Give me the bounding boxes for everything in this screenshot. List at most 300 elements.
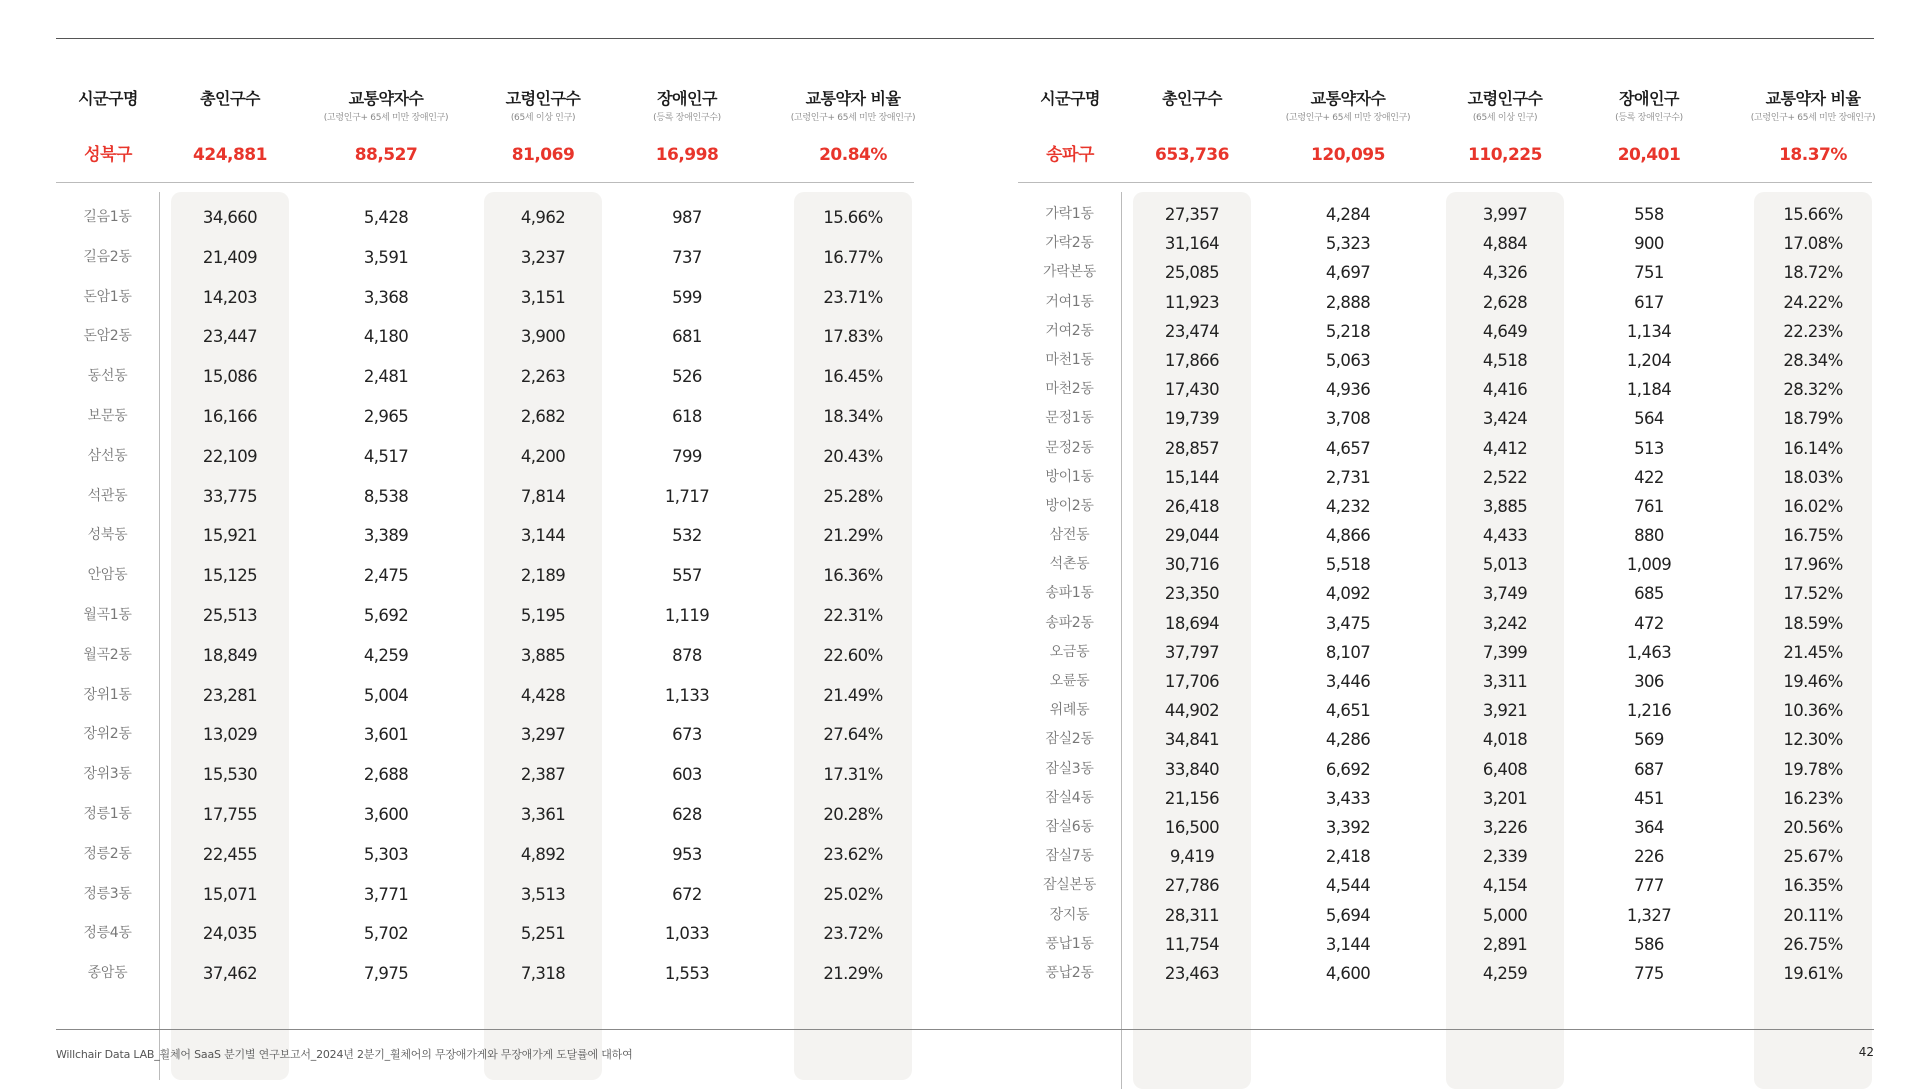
table-cell: 15,921 (202, 526, 258, 546)
table-cell: 25.28% (823, 486, 883, 506)
table-cell: 3,513 (520, 884, 566, 904)
table-cell: 거여2동 (1045, 322, 1094, 339)
table-cell: 4,416 (1482, 380, 1528, 400)
table-cell: 4,092 (1325, 584, 1371, 604)
table-cell: 가락본동 (1043, 264, 1096, 281)
col-elderly (484, 88, 602, 984)
table-cell: 15,530 (202, 765, 258, 785)
table-cell: 8,107 (1325, 642, 1371, 662)
table-cell: 5,702 (363, 924, 409, 944)
table-cell: 6,692 (1325, 759, 1371, 779)
col-mobility (306, 88, 466, 984)
table-cell: 987 (672, 208, 702, 227)
header-divider (56, 182, 914, 183)
table-cell: 11,754 (1164, 934, 1220, 954)
table-cell: 정릉3동 (83, 885, 132, 902)
table-cell: 4,649 (1482, 321, 1528, 341)
table-cell: 삼선동 (87, 447, 128, 464)
table-cell: 2,339 (1482, 847, 1528, 867)
table-cell: 월곡1동 (83, 606, 132, 623)
col-mobility (1268, 88, 1428, 983)
table-cell: 5,218 (1325, 321, 1371, 341)
table-cell: 18.34% (823, 406, 883, 426)
table-cell: 618 (672, 406, 702, 426)
col-total (171, 88, 289, 984)
table-cell: 3,885 (520, 645, 566, 665)
table-cell: 2,628 (1482, 292, 1528, 312)
table-cell: 15,071 (202, 884, 258, 904)
table-cell: 6,408 (1482, 759, 1528, 779)
col-subheader: (등록 장애인구수) (653, 113, 721, 123)
table-cell: 4,600 (1325, 963, 1371, 983)
table-cell: 20.28% (823, 804, 883, 824)
table-cell: 25.02% (823, 884, 883, 904)
table-cell: 5,013 (1482, 555, 1528, 575)
table-cell: 2,522 (1482, 467, 1528, 487)
table-cell: 4,412 (1482, 438, 1528, 458)
table-cell: 가락1동 (1045, 206, 1094, 222)
table-cell: 628 (672, 804, 702, 824)
table-cell: 17.31% (823, 765, 883, 785)
table-cell: 19.78% (1783, 759, 1843, 779)
table-cell: 737 (672, 247, 702, 267)
table-cell: 안암동 (87, 567, 128, 584)
table-cell: 18.59% (1783, 613, 1843, 633)
table-cell: 2,263 (520, 367, 566, 387)
table-cell: 31,164 (1164, 234, 1220, 254)
table-cell: 685 (1634, 584, 1664, 604)
table-cell: 송파2동 (1045, 614, 1094, 631)
col-district (56, 88, 160, 982)
table-cell: 17,430 (1164, 380, 1220, 400)
col-header: 교통약자 비율 (805, 89, 901, 108)
table-cell: 34,660 (202, 208, 258, 227)
table-cell: 3,749 (1482, 584, 1528, 604)
table-cell: 23,474 (1164, 321, 1220, 341)
table-cell: 4,259 (1482, 963, 1528, 983)
table-cell: 14,203 (202, 287, 258, 307)
table-cell: 돈암2동 (83, 328, 132, 345)
table-cell: 정릉1동 (83, 805, 132, 822)
col-subheader: (65세 이상 인구) (1472, 113, 1538, 123)
table-cell: 22.60% (823, 645, 883, 665)
col-header: 총인구수 (1162, 89, 1222, 108)
table-cell: 3,997 (1482, 205, 1528, 224)
table-cell: 7,318 (520, 964, 566, 984)
table-cell: 3,226 (1482, 817, 1528, 837)
table-cell: 27.64% (823, 725, 883, 745)
table-cell: 4,018 (1482, 730, 1528, 750)
table-cell: 586 (1634, 934, 1664, 954)
table-cell: 18.03% (1783, 467, 1843, 487)
table-cell: 3,885 (1482, 496, 1528, 516)
table-cell: 3,151 (520, 287, 566, 307)
col-header: 장애인구 (657, 89, 717, 108)
table-cell: 25.67% (1783, 847, 1843, 867)
table-cell: 22.23% (1783, 321, 1843, 341)
table-cell: 21.49% (823, 685, 883, 705)
table-cell: 17,755 (202, 804, 258, 824)
table-cell: 2,688 (363, 765, 409, 785)
table-cell: 4,657 (1325, 438, 1371, 458)
col-header: 장애인구 (1619, 89, 1679, 108)
summary-total: 424,881 (193, 145, 267, 165)
table-cell: 13,029 (202, 725, 258, 745)
table-cell: 3,771 (363, 884, 409, 904)
col-ratio (1750, 88, 1876, 983)
table-cell: 장위3동 (83, 766, 132, 783)
table-cell: 16.75% (1783, 526, 1843, 546)
table-cell: 4,180 (363, 327, 409, 347)
table-cell: 17.08% (1783, 234, 1843, 254)
table-cell: 잠실본동 (1043, 877, 1096, 894)
table-cell: 22.31% (823, 605, 883, 625)
table-cell: 4,866 (1325, 526, 1371, 546)
table-cell: 석촌동 (1049, 556, 1090, 573)
table-cell: 364 (1634, 817, 1664, 837)
table-cell: 513 (1634, 438, 1664, 458)
summary-disabled: 20,401 (1617, 145, 1681, 165)
col-header: 고령인구수 (505, 89, 581, 108)
table-cell: 19.61% (1783, 963, 1843, 983)
table-cell: 799 (672, 446, 702, 466)
table-cell: 송파1동 (1045, 585, 1094, 602)
col-disabled (1584, 88, 1714, 983)
table-cell: 25,085 (1164, 263, 1220, 283)
table-cell: 23.71% (823, 287, 883, 307)
table-cell: 3,389 (363, 526, 409, 546)
bottom-rule (56, 1029, 1874, 1030)
table-cell: 24,035 (202, 924, 258, 944)
table-cell: 2,189 (520, 566, 566, 586)
table-cell: 1,216 (1626, 701, 1672, 721)
col-ratio (790, 88, 916, 984)
table-cell: 28,857 (1164, 438, 1220, 458)
col-header: 교통약자수 (348, 89, 424, 108)
summary-name: 송파구 (1046, 145, 1094, 165)
table-cell: 17,866 (1164, 350, 1220, 370)
table-cell: 3,144 (520, 526, 566, 546)
table-cell: 가락2동 (1045, 235, 1094, 252)
table-cell: 27,786 (1164, 876, 1220, 896)
table-cell: 3,475 (1325, 613, 1371, 633)
table-cell: 17.96% (1783, 555, 1843, 575)
table-cell: 451 (1634, 788, 1664, 808)
table-cell: 문정1동 (1045, 410, 1094, 427)
table-cell: 673 (672, 725, 702, 745)
table-cell: 23.62% (823, 844, 883, 864)
table-cell: 3,368 (363, 287, 409, 307)
table-cell: 3,297 (520, 725, 566, 745)
col-subheader: (65세 이상 인구) (510, 113, 576, 123)
table-cell: 2,418 (1325, 847, 1371, 867)
table-cell: 종암동 (87, 965, 128, 982)
table-cell: 3,311 (1482, 672, 1528, 691)
table-cell: 3,201 (1482, 788, 1528, 808)
table-cell: 4,962 (520, 208, 566, 227)
table-cell: 23,281 (202, 685, 258, 705)
table-cell: 4,286 (1325, 730, 1371, 750)
table-cell: 10.36% (1783, 701, 1843, 721)
table-cell: 34,841 (1164, 730, 1220, 750)
table-cell: 603 (672, 765, 702, 785)
table-cell: 28,311 (1164, 905, 1220, 925)
table-cell: 마천1동 (1045, 351, 1094, 368)
table-cell: 5,063 (1325, 350, 1371, 370)
table-cell: 20.56% (1783, 817, 1843, 837)
table-cell: 18.72% (1783, 263, 1843, 283)
col-header: 시군구명 (1040, 89, 1100, 108)
table-cell: 4,428 (520, 685, 566, 705)
table-cell: 15,144 (1164, 467, 1220, 487)
table-cell: 삼전동 (1049, 527, 1090, 544)
table-cell: 26,418 (1164, 496, 1220, 516)
table-cell: 17,706 (1164, 672, 1220, 691)
table-cell: 3,708 (1325, 409, 1371, 429)
col-total (1133, 88, 1251, 983)
summary-disabled: 16,998 (655, 145, 719, 165)
table-cell: 2,475 (363, 566, 409, 586)
table-cell: 306 (1634, 672, 1664, 691)
table-cell: 3,392 (1325, 817, 1371, 837)
table-cell: 4,517 (363, 446, 409, 466)
table-cell: 4,433 (1482, 526, 1528, 546)
table-cell: 16.02% (1783, 496, 1843, 516)
col-district (1018, 88, 1122, 981)
summary-ratio: 18.37% (1779, 145, 1847, 165)
table-cell: 5,692 (363, 605, 409, 625)
table-cell: 오륜동 (1049, 673, 1090, 689)
col-header: 교통약자수 (1310, 89, 1386, 108)
table-cell: 동선동 (87, 368, 128, 385)
table-cell: 3,600 (363, 804, 409, 824)
summary-elderly: 110,225 (1468, 145, 1542, 165)
table-cell: 3,144 (1325, 934, 1371, 954)
col-subheader: (등록 장애인구수) (1615, 113, 1683, 123)
table-cell: 21,156 (1164, 788, 1220, 808)
table-cell: 잠실2동 (1045, 731, 1094, 748)
table-cell: 16.36% (823, 566, 883, 586)
table-cell: 25,513 (202, 605, 258, 625)
table-cell: 4,284 (1325, 205, 1371, 224)
table-cell: 오금동 (1049, 643, 1090, 660)
table-cell: 2,891 (1482, 934, 1528, 954)
table-cell: 1,463 (1626, 642, 1672, 662)
summary-mobility: 120,095 (1311, 145, 1385, 165)
col-subheader: (고령인구+ 65세 미만 장애인구) (323, 113, 449, 123)
table-cell: 3,446 (1325, 672, 1371, 691)
table-cell: 2,387 (520, 765, 566, 785)
table-cell: 880 (1634, 526, 1664, 546)
table-cell: 석관동 (87, 487, 128, 504)
top-rule (56, 38, 1874, 39)
table-cell: 3,900 (520, 327, 566, 347)
table-cell: 방이2동 (1045, 497, 1094, 514)
table-cell: 687 (1634, 759, 1664, 779)
table-cell: 길음1동 (83, 209, 132, 225)
col-elderly (1446, 88, 1564, 983)
table-cell: 29,044 (1164, 526, 1220, 546)
table-cell: 보문동 (87, 407, 128, 424)
table-cell: 잠실7동 (1045, 848, 1094, 865)
table-cell: 775 (1634, 963, 1664, 983)
col-disabled (622, 88, 752, 984)
table-cell: 5,000 (1482, 905, 1528, 925)
summary-mobility: 88,527 (354, 145, 418, 165)
table-cell: 27,357 (1164, 205, 1220, 224)
table-cell: 4,892 (520, 844, 566, 864)
table-cell: 18,849 (202, 645, 258, 665)
table-cell: 문정2동 (1045, 439, 1094, 456)
table-cell: 방이1동 (1045, 468, 1094, 485)
table-cell: 21.29% (823, 526, 883, 546)
table-cell: 3,237 (520, 247, 566, 267)
table-cell: 526 (672, 367, 702, 387)
table-cell: 4,518 (1482, 350, 1528, 370)
table-cell: 16.35% (1783, 876, 1843, 896)
table-cell: 1,184 (1626, 380, 1672, 400)
table-cell: 정릉4동 (83, 925, 132, 942)
table-cell: 599 (672, 287, 702, 307)
table-cell: 28.34% (1783, 350, 1843, 370)
table-cell: 잠실4동 (1045, 789, 1094, 806)
table-cell: 4,259 (363, 645, 409, 665)
table-cell: 돈암1동 (83, 288, 132, 305)
table-cell: 21.45% (1783, 642, 1843, 662)
table-cell: 정릉2동 (83, 845, 132, 862)
table-cell: 23,350 (1164, 584, 1220, 604)
table-cell: 17.83% (823, 327, 883, 347)
table-cell: 5,518 (1325, 555, 1371, 575)
table-cell: 4,884 (1482, 234, 1528, 254)
table-cell: 23.72% (823, 924, 883, 944)
table-cell: 672 (672, 884, 702, 904)
table-cell: 18,694 (1164, 613, 1220, 633)
col-header: 총인구수 (200, 89, 260, 108)
table-cell: 2,888 (1325, 292, 1371, 312)
table-cell: 226 (1634, 847, 1664, 867)
table-cell: 2,682 (520, 406, 566, 426)
col-subheader: (고령인구+ 65세 미만 장애인구) (1750, 113, 1876, 123)
table-cell: 1,134 (1626, 321, 1672, 341)
page-number: 42 (1858, 1045, 1874, 1059)
table-cell: 15,125 (202, 566, 258, 586)
table-cell: 7,814 (520, 486, 566, 506)
table-cell: 풍납1동 (1045, 935, 1094, 952)
table-cell: 4,544 (1325, 876, 1371, 896)
table-cell: 1,133 (664, 685, 710, 705)
table-cell: 19.46% (1783, 672, 1843, 691)
table-cell: 24.22% (1783, 292, 1843, 312)
table-cell: 681 (672, 327, 702, 347)
table-cell: 751 (1634, 263, 1664, 283)
table-cell: 15.66% (823, 208, 883, 227)
table-cell: 16,166 (202, 406, 258, 426)
table-cell: 2,965 (363, 406, 409, 426)
table-cell: 761 (1634, 496, 1664, 516)
table-cell: 4,697 (1325, 263, 1371, 283)
col-header: 고령인구수 (1467, 89, 1543, 108)
table-cell: 21,409 (202, 247, 258, 267)
table-cell: 1,119 (664, 605, 710, 625)
table-cell: 19,739 (1164, 409, 1220, 429)
table-cell: 20.43% (823, 446, 883, 466)
table-cell: 장위1동 (83, 686, 132, 703)
table-cell: 잠실6동 (1045, 818, 1094, 835)
table-cell: 532 (672, 526, 702, 546)
table-cell: 37,797 (1164, 642, 1220, 662)
table-cell: 4,232 (1325, 496, 1371, 516)
table-cell: 4,200 (520, 446, 566, 466)
table-cell: 4,651 (1325, 701, 1371, 721)
table-cell: 5,251 (520, 924, 566, 944)
table-cell: 16,500 (1164, 817, 1220, 837)
table-cell: 617 (1634, 292, 1664, 312)
summary-ratio: 20.84% (819, 145, 887, 165)
table-cell: 33,840 (1164, 759, 1220, 779)
table-cell: 위례동 (1049, 702, 1090, 719)
table-cell: 15,086 (202, 367, 258, 387)
table-cell: 15.66% (1783, 205, 1843, 224)
table-cell: 26.75% (1783, 934, 1843, 954)
table-cell: 거여1동 (1045, 293, 1094, 310)
table-cell: 953 (672, 844, 702, 864)
table-cell: 878 (672, 645, 702, 665)
table-cell: 장위2동 (83, 726, 132, 743)
footer-text: Willchair Data LAB_휠체어 SaaS 분기별 연구보고서_2024년 2분기_휠체어의 무장애가게와 무장애가게 도달률에 대하여 (56, 1048, 633, 1061)
table-cell: 16.23% (1783, 788, 1843, 808)
table-cell: 1,553 (664, 964, 710, 984)
table-cell: 11,923 (1164, 292, 1220, 312)
table-cell: 564 (1634, 409, 1664, 429)
table-cell: 18.79% (1783, 409, 1843, 429)
table-cell: 9,419 (1169, 847, 1215, 867)
table-cell: 1,327 (1626, 905, 1672, 925)
col-subheader: (고령인구+ 65세 미만 장애인구) (1285, 113, 1411, 123)
table-cell: 28.32% (1783, 380, 1843, 400)
table-cell: 3,591 (363, 247, 409, 267)
table-cell: 3,361 (520, 804, 566, 824)
table-cell: 4,326 (1482, 263, 1528, 283)
table-cell: 22,455 (202, 844, 258, 864)
table-cell: 21.29% (823, 964, 883, 984)
summary-elderly: 81,069 (511, 145, 575, 165)
header-divider (1018, 182, 1872, 183)
table-cell: 4,936 (1325, 380, 1371, 400)
table-cell: 16.45% (823, 367, 883, 387)
table-cell: 22,109 (202, 446, 258, 466)
table-cell: 558 (1634, 205, 1664, 224)
col-subheader: (고령인구+ 65세 미만 장애인구) (790, 113, 916, 123)
table-cell: 16.14% (1783, 438, 1843, 458)
table-cell: 5,694 (1325, 905, 1371, 925)
table-cell: 마천2동 (1045, 381, 1094, 398)
table-cell: 30,716 (1164, 555, 1220, 575)
table-cell: 5,323 (1325, 234, 1371, 254)
table-cell: 장지동 (1049, 906, 1090, 923)
table-cell: 길음2동 (83, 248, 132, 265)
table-cell: 1,204 (1626, 350, 1672, 370)
table-cell: 5,303 (363, 844, 409, 864)
table-cell: 8,538 (363, 486, 409, 506)
table-cell: 1,009 (1626, 555, 1672, 575)
table-cell: 557 (672, 566, 702, 586)
col-header: 시군구명 (78, 89, 138, 108)
table-cell: 569 (1634, 730, 1664, 750)
table-cell: 37,462 (202, 964, 258, 984)
table-cell: 3,424 (1482, 409, 1528, 429)
table-cell: 7,975 (363, 964, 409, 984)
